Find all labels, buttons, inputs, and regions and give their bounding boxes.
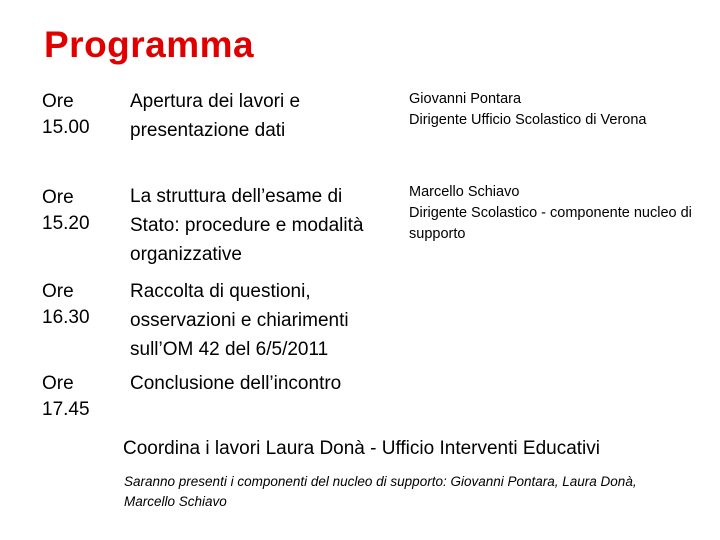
schedule-description-1: Apertura dei lavori e presentazione dati [130, 91, 301, 141]
speaker-role: Dirigente Scolastico - componente nucleo di supporto [409, 205, 692, 242]
speaker-role: Dirigente Ufficio Scolastico di Verona [409, 112, 647, 128]
schedule-time-3: Ore 16.30 [42, 281, 90, 328]
schedule-description-2: La struttura dell’esame di Stato: procedure e modalità organizzative [130, 186, 364, 265]
coordination-line: Coordina i lavori Laura Donà - Ufficio Interventi Educativi [123, 438, 600, 459]
schedule-description-3: Raccolta di questioni, osservazioni e chiarimenti sull’OM 42 del 6/5/2011 [130, 281, 349, 360]
support-note: Saranno presenti i componenti del nucleo di supporto: Giovanni Pontara, Laura Donà, Marcello Schiavo [124, 474, 637, 509]
speaker-name: Marcello Schiavo [409, 184, 520, 200]
schedule-time-2: Ore 15.20 [42, 187, 90, 234]
speaker-name: Giovanni Pontara [409, 91, 522, 107]
schedule-time-4: Ore 17.45 [42, 373, 90, 420]
schedule-speaker-1 [409, 89, 699, 131]
schedule-time-1: Ore 15.00 [42, 91, 90, 138]
page-title: Programma [44, 24, 255, 65]
schedule-description-4: Conclusione dell’incontro [130, 373, 342, 394]
schedule-speaker-2 [409, 182, 699, 245]
